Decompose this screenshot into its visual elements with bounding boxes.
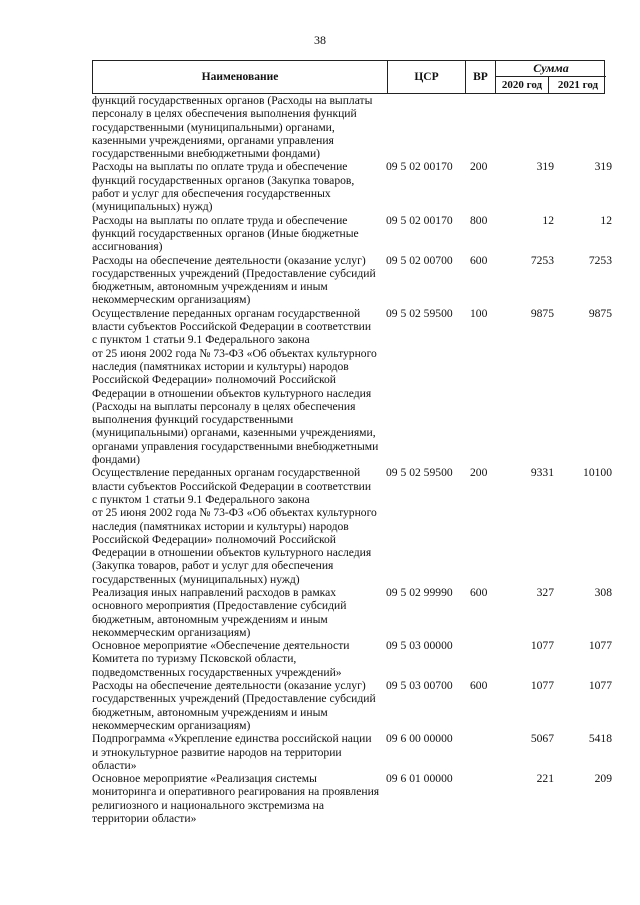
row-vr	[470, 772, 500, 825]
row-name-line: бюджетным, автономным учреждениям и иным	[92, 612, 328, 626]
row-csr: 09 6 01 00000	[386, 772, 453, 786]
row-name-line: органами управления государственными внебюджетными	[92, 439, 379, 453]
header-csr: ЦСР	[387, 61, 465, 93]
row-name-line: (муниципальных) нужд)	[92, 200, 213, 214]
row-name-line: Комитета по туризму Псковской области,	[92, 652, 297, 666]
row-name-line: фондами)	[92, 453, 140, 467]
row-name-line: Реализация иных направлений расходов в рамках	[92, 585, 337, 599]
row-csr: 09 5 02 59500	[386, 306, 453, 320]
row-value-2021: 9875	[588, 306, 612, 320]
row-name-line: бюджетным, автономным учреждениям и иным	[92, 280, 328, 294]
row-name-line: Основное мероприятие «Реализация системы	[92, 772, 317, 786]
row-vr: 600	[470, 253, 488, 267]
row-name	[92, 732, 386, 772]
row-name-line: с пунктом 1 статьи 9.1 Федерального закона	[92, 492, 310, 506]
table-row	[92, 772, 612, 825]
row-name-line: Основное мероприятие «Обеспечение деятельности	[92, 639, 350, 653]
row-name-line: Расходы на обеспечение деятельности (оказание услуг)	[92, 679, 366, 693]
row-name-line: государственных (муниципальных) нужд)	[92, 572, 300, 586]
table-row	[92, 160, 612, 213]
row-name-line: Расходы на выплаты по оплате труда и обеспечение	[92, 160, 348, 174]
row-name	[92, 214, 386, 254]
row-csr: 09 5 02 59500	[386, 466, 453, 480]
row-csr: 09 5 03 00000	[386, 639, 453, 653]
row-vr: 600	[470, 585, 488, 599]
row-value-2021: 209	[594, 772, 612, 786]
table-row	[92, 307, 612, 467]
table-row	[92, 586, 612, 639]
table-row	[92, 679, 612, 732]
row-name-line: Российской Федерации» полномочий Российской	[92, 373, 337, 387]
row-name-line: Подпрограмма «Укрепление единства российской нации	[92, 732, 372, 746]
row-name	[92, 466, 386, 586]
row-csr	[386, 94, 470, 160]
table-row	[92, 466, 612, 586]
row-name-line: власти субъектов Российской Федерации в соответствии	[92, 479, 372, 493]
row-name-line: казенными учреждениями, органами управления	[92, 133, 334, 147]
row-csr: 09 5 02 00170	[386, 160, 453, 174]
row-csr: 09 5 02 00700	[386, 253, 453, 267]
row-value-2021: 1077	[588, 679, 612, 693]
row-value-2021	[554, 94, 612, 160]
row-name-line: персоналу в целях обеспечения выполнения функций	[92, 107, 357, 121]
row-name	[92, 254, 386, 307]
table-header	[92, 60, 605, 94]
row-name-line: Российской Федерации» полномочий Российской	[92, 532, 337, 546]
row-name-line: Федерации в отношении объектов культурного наследия	[92, 386, 372, 400]
table-row	[92, 94, 612, 160]
row-name-line: функций государственных органов (Закупка товаров,	[92, 173, 355, 187]
header-year-2021: 2021 год	[557, 79, 599, 91]
row-name-line: территории области»	[92, 812, 197, 826]
header-vr: ВР	[465, 61, 495, 93]
row-value-2020: 7253	[530, 253, 554, 267]
row-name-line: некоммерческим организациям)	[92, 625, 251, 639]
table-row	[92, 254, 612, 307]
page-number: 38	[314, 33, 326, 47]
row-value-2021: 12	[600, 213, 612, 227]
row-name-line: работ и услуг для обеспечения государственных	[92, 187, 331, 201]
row-name-line: бюджетным, автономным учреждениям и иным	[92, 705, 328, 719]
table-row	[92, 732, 612, 772]
row-name-line: наследия (памятниках истории и культуры) народов	[92, 519, 349, 533]
row-vr	[470, 732, 500, 772]
row-name-line: Расходы на обеспечение деятельности (оказание услуг)	[92, 253, 366, 267]
row-value-2021: 319	[594, 160, 612, 174]
row-vr: 800	[470, 213, 488, 227]
row-value-2020: 1077	[530, 639, 554, 653]
header-year-2020: 2020 год	[496, 77, 549, 94]
row-value-2021: 7253	[588, 253, 612, 267]
row-value-2020: 5067	[530, 732, 554, 746]
row-name-line: мониторинга и оперативного реагирования на проявления	[92, 785, 380, 799]
row-value-2020: 9875	[530, 306, 554, 320]
row-name-line: от 25 июня 2002 года № 73-ФЗ «Об объектах культурного	[92, 346, 377, 360]
row-vr: 100	[470, 306, 488, 320]
row-name-line: (Расходы на выплаты персоналу в целях обеспечения	[92, 399, 356, 413]
row-name-line: функций государственных органов (Иные бюджетные	[92, 226, 359, 240]
row-vr: 200	[470, 160, 488, 174]
row-name	[92, 772, 386, 825]
row-value-2020: 319	[536, 160, 554, 174]
row-name-line: области»	[92, 758, 137, 772]
row-vr	[470, 639, 500, 679]
row-vr	[470, 94, 500, 160]
row-name-line: наследия (памятниках истории и культуры) народов	[92, 359, 349, 373]
row-csr: 09 6 00 00000	[386, 732, 453, 746]
row-name-line: Осуществление переданных органам государственной	[92, 306, 361, 320]
row-name	[92, 679, 386, 732]
row-name-line: и этнокультурное развитие народов на территории	[92, 745, 342, 759]
row-name-line: Федерации в отношении объектов культурного наследия	[92, 546, 372, 560]
row-name-line: Осуществление переданных органам государственной	[92, 466, 361, 480]
row-value-2021: 10100	[583, 466, 612, 480]
header-name: Наименование	[201, 71, 279, 83]
row-value-2021: 1077	[588, 639, 612, 653]
row-name-line: ассигнования)	[92, 240, 163, 254]
row-name-line: (муниципальными) органами, казенными учреждениями,	[92, 426, 376, 440]
row-value-2020: 9331	[530, 466, 554, 480]
row-name-line: государственных учреждений (Предоставление субсидий	[92, 266, 376, 280]
row-name-line: функций государственных органов (Расходы на выплаты	[92, 94, 373, 107]
table-row	[92, 639, 612, 679]
row-value-2020: 327	[536, 585, 554, 599]
row-name-line: (Закупка товаров, работ и услуг для обеспечения	[92, 559, 334, 573]
row-name-line: от 25 июня 2002 года № 73-ФЗ «Об объектах культурного	[92, 506, 377, 520]
row-value-2020	[500, 94, 554, 160]
row-vr: 200	[470, 466, 488, 480]
row-csr: 09 5 02 00170	[386, 213, 453, 227]
row-name	[92, 94, 386, 160]
header-sum	[495, 61, 606, 93]
row-csr: 09 5 02 99990	[386, 585, 453, 599]
row-name-line: власти субъектов Российской Федерации в соответствии	[92, 320, 372, 334]
row-value-2020: 221	[536, 772, 554, 786]
row-name-line: основного мероприятия (Предоставление субсидий	[92, 599, 347, 613]
row-value-2020: 1077	[530, 679, 554, 693]
row-name-line: государственными внебюджетными фондами)	[92, 147, 321, 161]
row-name-line: Расходы на выплаты по оплате труда и обеспечение	[92, 213, 348, 227]
row-name	[92, 586, 386, 639]
row-name-line: государственными (муниципальными) органами,	[92, 120, 335, 134]
row-name-line: с пунктом 1 статьи 9.1 Федерального закона	[92, 333, 310, 347]
table-body	[92, 94, 612, 825]
row-vr: 600	[470, 679, 488, 693]
row-name	[92, 307, 386, 467]
row-value-2021: 308	[594, 585, 612, 599]
table-row	[92, 214, 612, 254]
row-name-line: некоммерческим организациям)	[92, 293, 251, 307]
row-value-2020: 12	[542, 213, 554, 227]
row-name	[92, 639, 386, 679]
row-name	[92, 160, 386, 213]
row-value-2021: 5418	[588, 732, 612, 746]
row-name-line: религиозного и национального экстремизма на	[92, 798, 325, 812]
row-name-line: выполнения функций государственными	[92, 413, 294, 427]
header-sum-title: Сумма	[496, 61, 606, 77]
row-name-line: некоммерческим организациям)	[92, 718, 251, 732]
row-name-line: государственных учреждений (Предоставление субсидий	[92, 692, 376, 706]
row-csr: 09 5 03 00700	[386, 679, 453, 693]
row-name-line: подведомственных государственных учреждений»	[92, 665, 342, 679]
